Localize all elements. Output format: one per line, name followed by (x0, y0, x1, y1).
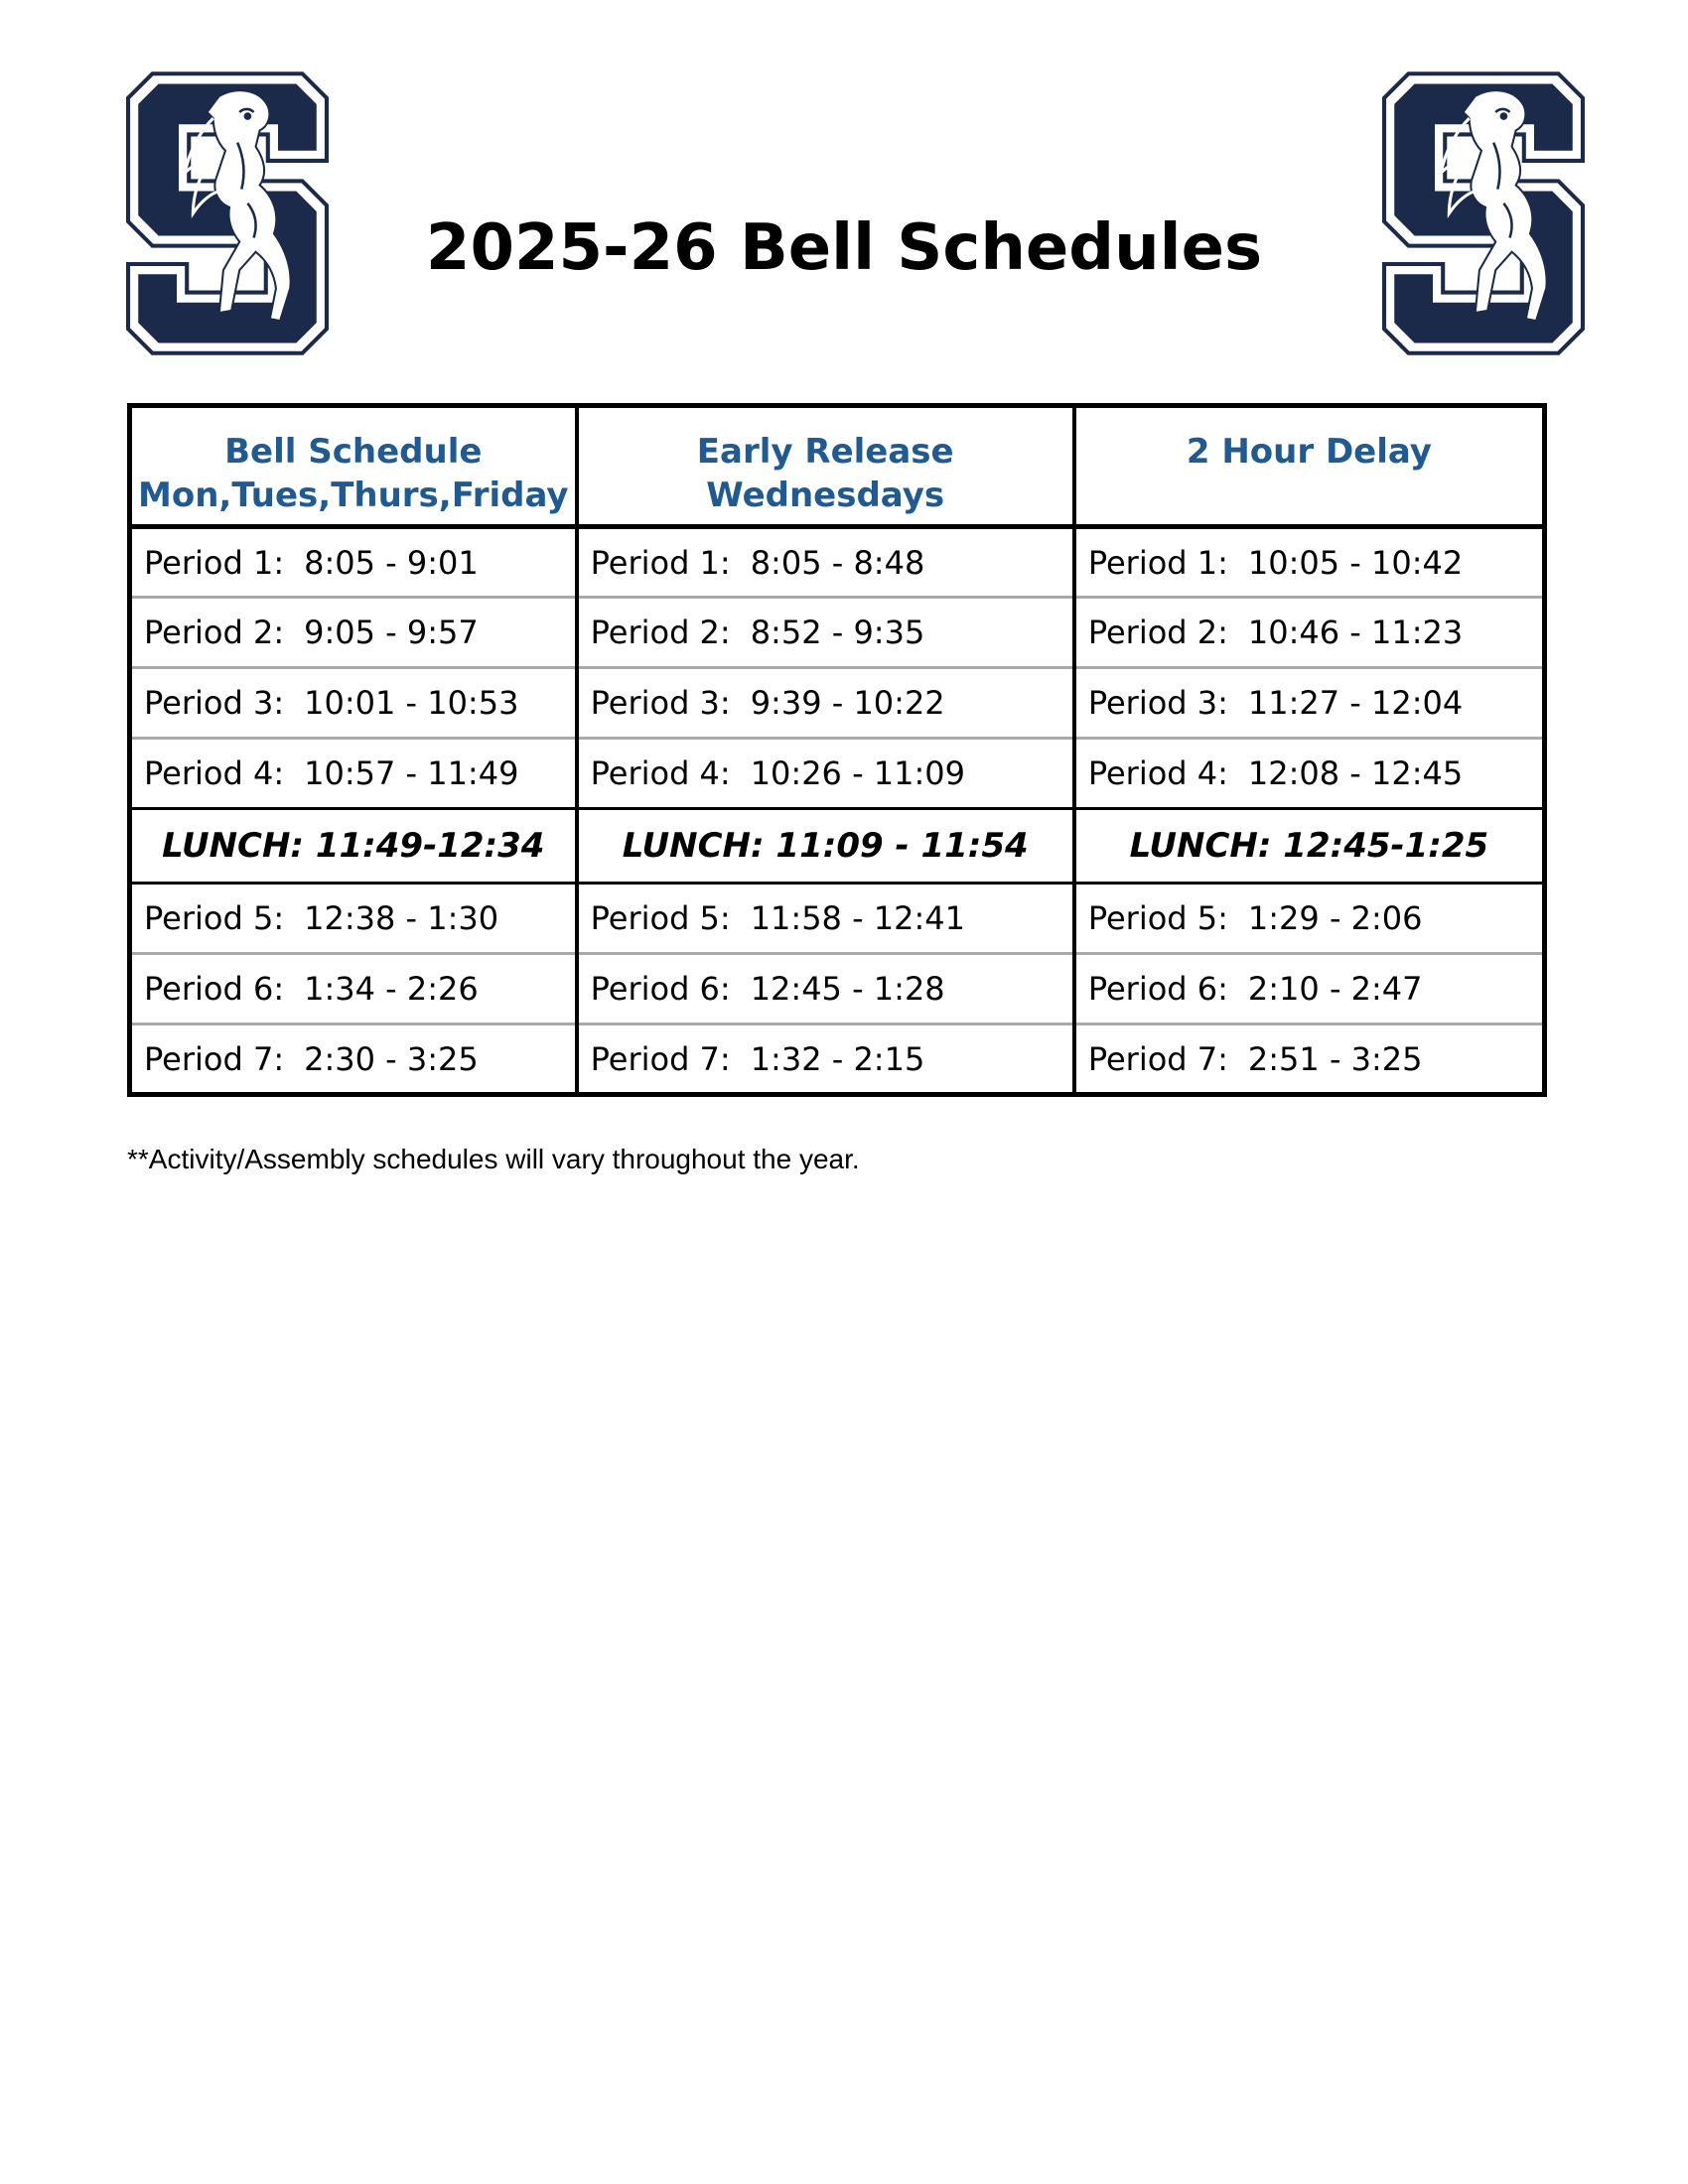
period-time: 12:08 - 12:45 (1247, 754, 1464, 792)
period-label: Period 6: (144, 970, 285, 1008)
table-row (130, 668, 1545, 739)
period-cell (577, 954, 1074, 1024)
page-title: 2025-26 Bell Schedules (425, 211, 1263, 285)
column-header-regular (130, 406, 577, 527)
period-time: 1:29 - 2:06 (1247, 899, 1423, 937)
period-cell (130, 668, 577, 739)
period-cell (1074, 527, 1545, 598)
period-label: Period 3: (144, 684, 285, 722)
period-time: 10:26 - 11:09 (750, 754, 966, 792)
lunch-cell: LUNCH: 12:45-1:25 (1074, 809, 1545, 884)
column-title-line2: Mon,Tues,Thurs,Friday (138, 476, 569, 515)
lunch-row (130, 809, 1545, 884)
bell-schedule-table (127, 403, 1547, 1097)
period-cell (130, 527, 577, 598)
table-row (130, 954, 1545, 1024)
mustang-s-logo-right (1382, 71, 1585, 355)
period-cell (1074, 954, 1545, 1024)
column-title-line1: 2 Hour Delay (1186, 432, 1432, 472)
period-time: 10:01 - 10:53 (304, 684, 519, 722)
period-time: 11:58 - 12:41 (750, 899, 966, 937)
period-cell (577, 1024, 1074, 1095)
period-cell (130, 598, 577, 668)
period-label: Period 4: (1087, 754, 1228, 792)
column-title-line1: Early Release (696, 432, 954, 472)
period-label: Period 7: (590, 1039, 731, 1078)
table-row (130, 739, 1545, 809)
period-time: 10:57 - 11:49 (304, 754, 519, 792)
table-row (130, 1024, 1545, 1095)
period-time: 2:10 - 2:47 (1247, 970, 1423, 1008)
period-time: 1:32 - 2:15 (750, 1039, 925, 1078)
period-time: 12:45 - 1:28 (750, 970, 945, 1008)
period-label: Period 1: (144, 543, 285, 582)
period-cell (577, 739, 1074, 809)
period-cell (1074, 1024, 1545, 1095)
period-label: Period 3: (1087, 684, 1228, 722)
table-row (130, 884, 1545, 954)
period-time: 8:05 - 9:01 (304, 543, 479, 582)
period-time: 2:30 - 3:25 (304, 1039, 479, 1078)
period-time: 10:46 - 11:23 (1247, 614, 1464, 651)
period-cell (1074, 598, 1545, 668)
lunch-cell: LUNCH: 11:49-12:34 (130, 809, 577, 884)
period-label: Period 5: (1087, 899, 1228, 937)
table-header-row (130, 406, 1545, 527)
period-cell (577, 884, 1074, 954)
period-label: Period 4: (590, 754, 731, 792)
period-time: 9:05 - 9:57 (304, 614, 479, 651)
period-label: Period 2: (144, 614, 285, 651)
period-time: 1:34 - 2:26 (304, 970, 479, 1008)
column-header-two-hour-delay (1074, 406, 1545, 527)
period-cell (577, 598, 1074, 668)
period-label: Period 6: (590, 970, 731, 1008)
period-label: Period 1: (590, 543, 731, 582)
period-label: Period 3: (590, 684, 731, 722)
column-header-early-release (577, 406, 1074, 527)
mustang-s-logo-icon (1382, 71, 1585, 355)
period-time: 8:05 - 8:48 (750, 543, 925, 582)
period-cell (130, 954, 577, 1024)
table-row (130, 598, 1545, 668)
period-label: Period 2: (590, 614, 731, 651)
period-cell (130, 739, 577, 809)
period-label: Period 4: (144, 754, 285, 792)
period-label: Period 7: (1087, 1039, 1228, 1078)
period-label: Period 1: (1087, 543, 1228, 582)
lunch-cell: LUNCH: 11:09 - 11:54 (577, 809, 1074, 884)
period-time: 8:52 - 9:35 (750, 614, 925, 651)
period-label: Period 6: (1087, 970, 1228, 1008)
period-cell (1074, 668, 1545, 739)
period-cell (577, 527, 1074, 598)
period-time: 12:38 - 1:30 (304, 899, 499, 937)
period-cell (130, 884, 577, 954)
period-time: 9:39 - 10:22 (750, 684, 945, 722)
period-label: Period 7: (144, 1039, 285, 1078)
period-time: 2:51 - 3:25 (1247, 1039, 1423, 1078)
period-cell (1074, 884, 1545, 954)
period-time: 10:05 - 10:42 (1247, 543, 1464, 582)
period-cell (577, 668, 1074, 739)
period-time: 11:27 - 12:04 (1247, 684, 1464, 722)
period-label: Period 5: (144, 899, 285, 937)
table-row (130, 527, 1545, 598)
period-label: Period 5: (590, 899, 731, 937)
column-title-line1: Bell Schedule (224, 432, 483, 472)
period-cell (130, 1024, 577, 1095)
footnote: **Activity/Assembly schedules will vary throughout the year. (127, 1144, 860, 1174)
column-title-line2: Wednesdays (706, 476, 945, 515)
period-cell (1074, 739, 1545, 809)
period-label: Period 2: (1087, 614, 1228, 651)
